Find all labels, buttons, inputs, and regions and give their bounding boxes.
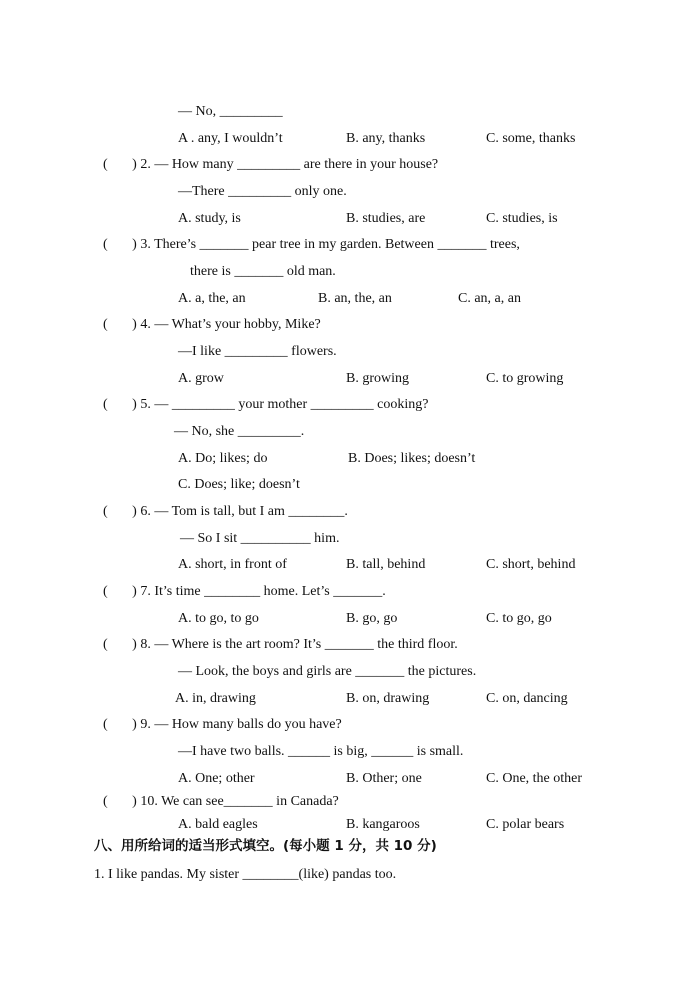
q2-dialogue-reply: —There _________ only one.: [178, 184, 347, 199]
q8-option-b: B. on, drawing: [346, 691, 430, 706]
section-8-heading: 八、用所给词的适当形式填空。(每小题 1 分，共 10 分): [94, 838, 437, 854]
q3-option-c: C. an, a, an: [458, 291, 521, 306]
q8-stem: ( ) 8. — Where is the art room? It’s _______ the third floor.: [103, 637, 458, 652]
q1-dialogue-reply: — No, _________: [178, 104, 283, 119]
section-8-q1: 1. I like pandas. My sister ________(like) pandas too.: [94, 867, 397, 882]
q3-option-b: B. an, the, an: [318, 291, 392, 306]
q9-option-a: A. One; other: [178, 771, 255, 786]
q7-option-a: A. to go, to go: [178, 611, 259, 626]
q4-option-b: B. growing: [346, 371, 409, 386]
q4-dialogue-reply: —I like _________ flowers.: [178, 344, 337, 359]
q10-option-c: C. polar bears: [486, 817, 565, 832]
q5-stem: ( ) 5. — _________ your mother _________ cooking?: [103, 397, 429, 412]
q9-dialogue-reply: —I have two balls. ______ is big, ______ is small.: [178, 744, 464, 759]
q5-option-a: A. Do; likes; do: [178, 451, 268, 466]
q8-dialogue-reply: — Look, the boys and girls are _______ the pictures.: [178, 664, 477, 679]
q6-dialogue-reply: — So I sit __________ him.: [180, 531, 340, 546]
q3-option-a: A. a, the, an: [178, 291, 246, 306]
q10-option-b: B. kangaroos: [346, 817, 420, 832]
q5-option-c: C. Does; like; doesn’t: [178, 477, 300, 492]
q3-stem-continued: there is _______ old man.: [190, 264, 336, 279]
q4-stem: ( ) 4. — What’s your hobby, Mike?: [103, 317, 321, 332]
q4-option-a: A. grow: [178, 371, 224, 386]
q1-option-a: A . any, I wouldn’t: [178, 131, 283, 146]
q10-option-a: A. bald eagles: [178, 817, 258, 832]
q7-stem: ( ) 7. It’s time ________ home. Let’s _______.: [103, 584, 386, 599]
q5-dialogue-reply: — No, she _________.: [174, 424, 305, 439]
q8-option-c: C. on, dancing: [486, 691, 568, 706]
q2-option-b: B. studies, are: [346, 211, 426, 226]
q7-option-c: C. to go, go: [486, 611, 552, 626]
q10-stem: ( ) 10. We can see_______ in Canada?: [103, 794, 339, 809]
q1-option-b: B. any, thanks: [346, 131, 426, 146]
q6-stem: ( ) 6. — Tom is tall, but I am ________.: [103, 504, 348, 519]
q3-stem: ( ) 3. There’s _______ pear tree in my garden. Between _______ trees,: [103, 237, 520, 252]
q9-stem: ( ) 9. — How many balls do you have?: [103, 717, 342, 732]
q1-option-c: C. some, thanks: [486, 131, 576, 146]
q2-stem: ( ) 2. — How many _________ are there in your house?: [103, 157, 439, 172]
q9-option-b: B. Other; one: [346, 771, 422, 786]
q8-option-a: A. in, drawing: [175, 691, 256, 706]
q6-option-c: C. short, behind: [486, 557, 576, 572]
q6-option-b: B. tall, behind: [346, 557, 426, 572]
q6-option-a: A. short, in front of: [178, 557, 287, 572]
q4-option-c: C. to growing: [486, 371, 564, 386]
q9-option-c: C. One, the other: [486, 771, 583, 786]
q5-option-b: B. Does; likes; doesn’t: [348, 451, 476, 466]
q2-option-a: A. study, is: [178, 211, 241, 226]
q7-option-b: B. go, go: [346, 611, 398, 626]
q2-option-c: C. studies, is: [486, 211, 558, 226]
